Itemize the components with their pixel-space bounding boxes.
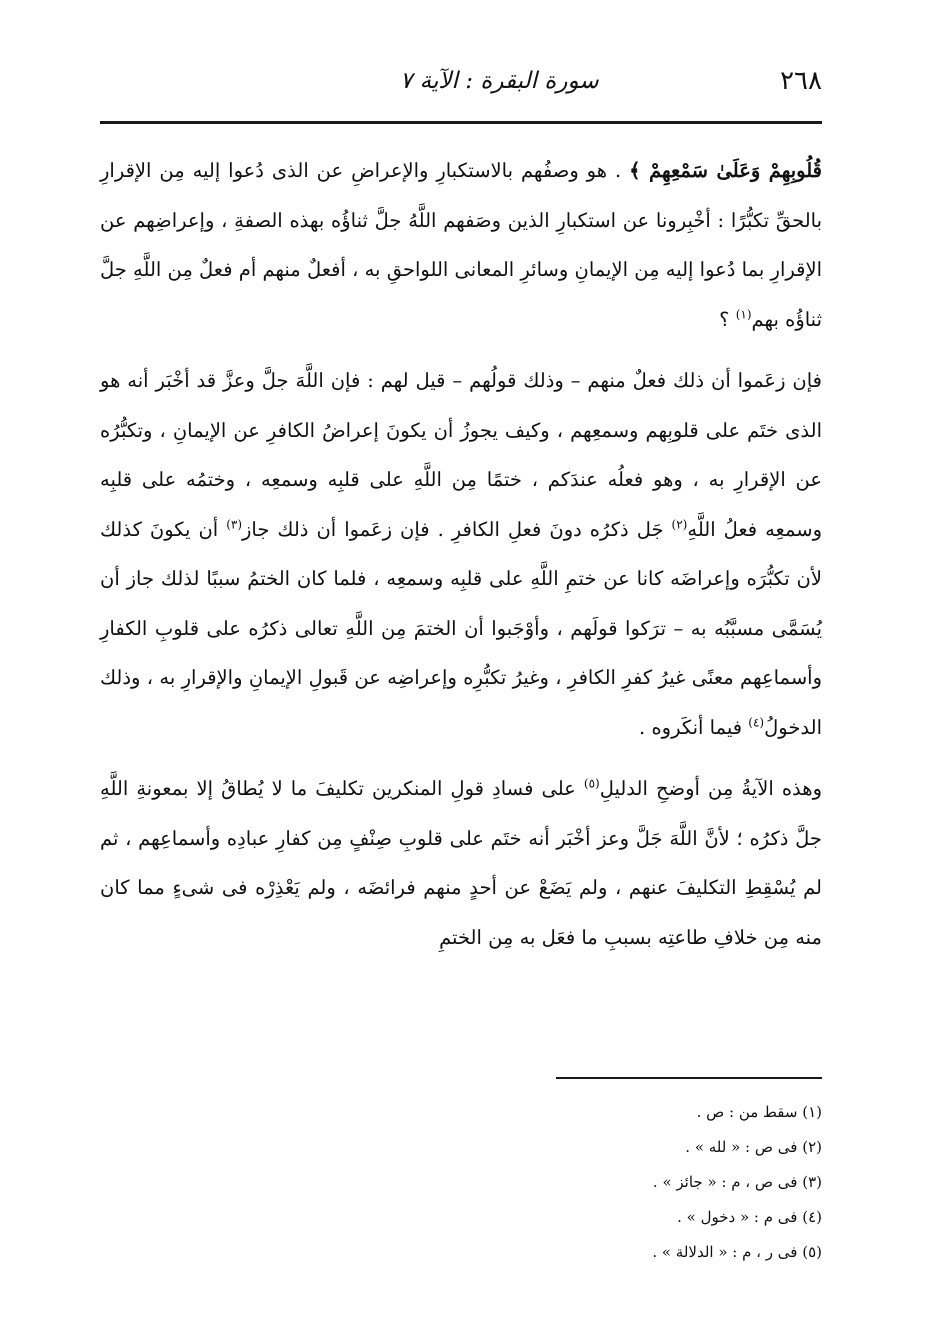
paragraph-text: جَل ذكرُه دونَ فعلِ الكافرِ . فإن زعَموا أن ذلك جاز [242, 517, 672, 541]
footnote-5: (٥) فى ر ، م : « الدلالة » . [652, 1243, 822, 1261]
page-header [100, 62, 822, 106]
quran-quote: قُلُوبِهِمْ وَعَلَىٰ سَمْعِهِمْ ﴾ [629, 159, 822, 182]
paragraph-text: . هو وصفُهم بالاستكبارِ والإعراضِ عن الذى دُعوا إليه مِن الإقرارِ بالحقِّ تكبُّرًا : أخْبِرونا عن استكبارِ الذين وصَفهم اللَّهُ جلَّ ثناؤُه بهذه الصفةِ ، وإعراضِهم عن الإقرارِ بما دُعوا إليه مِن الإيمانِ وسائرِ المعانى اللواحقِ به ، أفعلٌ منهم أم فعلٌ مِن اللَّهِ جلَّ ثناؤُه بهم [100, 159, 822, 331]
header-rule [100, 121, 822, 124]
paragraph-text: على فسادِ قولِ المنكرين تكليفَ ما لا يُطاقُ إلا بمعونةِ اللَّهِ جلَّ ذكرُه ؛ لأنَّ اللَّهَ جَلَّ وعز أخْبَر أنه ختَم على قلوبِ صِنْفٍ مِن كفارِ عبادِه وأسماعِهم ، ثم لم يُسْقِطِ التكليفَ عنهم ، ولم يَضَعْ عن أحدٍ منهم فرائضَه ، ولم يَعْذِرْه فى شىءٍ مما كان منه مِن خلافِ طاعتِه بسببِ ما فعَل به مِن الختمِ [100, 777, 822, 949]
main-text [100, 146, 822, 962]
footnotes [100, 1095, 822, 1270]
footnote-1: (١) سقط من : ص . [696, 1103, 822, 1121]
footnote-ref-2: (٢) [671, 517, 688, 531]
footnote-ref-5: (٥) [583, 776, 600, 791]
paragraph-tail: فيما أنكَروه . [639, 715, 749, 739]
paragraph-1 [100, 146, 822, 344]
paragraph-3 [100, 764, 822, 962]
paragraph-text: فإن زعَموا أن ذلك فعلٌ منهم – وذلك قولُهم – قيل لهم : فإن اللَّهَ جلَّ وعزَّ قد أخْبَر أنه هو الذى ختَم على قلوبِهم وسمعِهم ، وكيف يجوزُ أن يكونَ إعراضُ الكافرِ عن الإيمانِ ، وتكبُّرُه عن الإقرارِ به ، وهو فعلُه عندَكم ، ختمًا مِن اللَّهِ على قلبِه وسمعِه ، وختمُه على قلبِه وسمعِه فعلُ اللَّهِ [100, 369, 822, 541]
footnote-rule [556, 1077, 822, 1079]
paragraph-text: وهذه الآيةُ مِن أوضحِ الدليلِ [599, 777, 822, 800]
footnote-ref-4: (٤) [748, 715, 765, 729]
footnote-2: (٢) فى ص : « لله » . [685, 1138, 822, 1156]
page-number: ٢٦٨ [780, 66, 822, 96]
footnote-ref-1: (١) [735, 307, 752, 321]
footnote-4: (٤) فى م : « دخول » . [677, 1208, 822, 1226]
running-title: سورة البقرة : الآية ٧ [400, 68, 599, 94]
paragraph-tail: ؟ [719, 307, 736, 331]
footnote-ref-3: (٣) [226, 517, 243, 531]
footnote-3: (٣) فى ص ، م : « جائز » . [652, 1173, 822, 1191]
paragraph-text: أن يكونَ كذلك لأن تكبُّرَه وإعراضَه كانا عن ختمِ اللَّهِ على قلبِه وسمعِه ، فلما كان الختمُ سببًا لذلك جاز أن يُسَمَّى مسبَّبُه به – ترَكوا قولَهم ، وأوْجَبوا أن الختمَ مِن اللَّهِ تعالى ذكرُه على قلوبِ الكفارِ وأسماعِهم معنًى غيرُ كفرِ الكافرِ ، وغيرُ تكبُّرِه وإعراضِه عن قَبولِ الإيمانِ والإقرارِ به ، وذلك الدخولُ [100, 517, 822, 739]
paragraph-2 [100, 356, 822, 752]
